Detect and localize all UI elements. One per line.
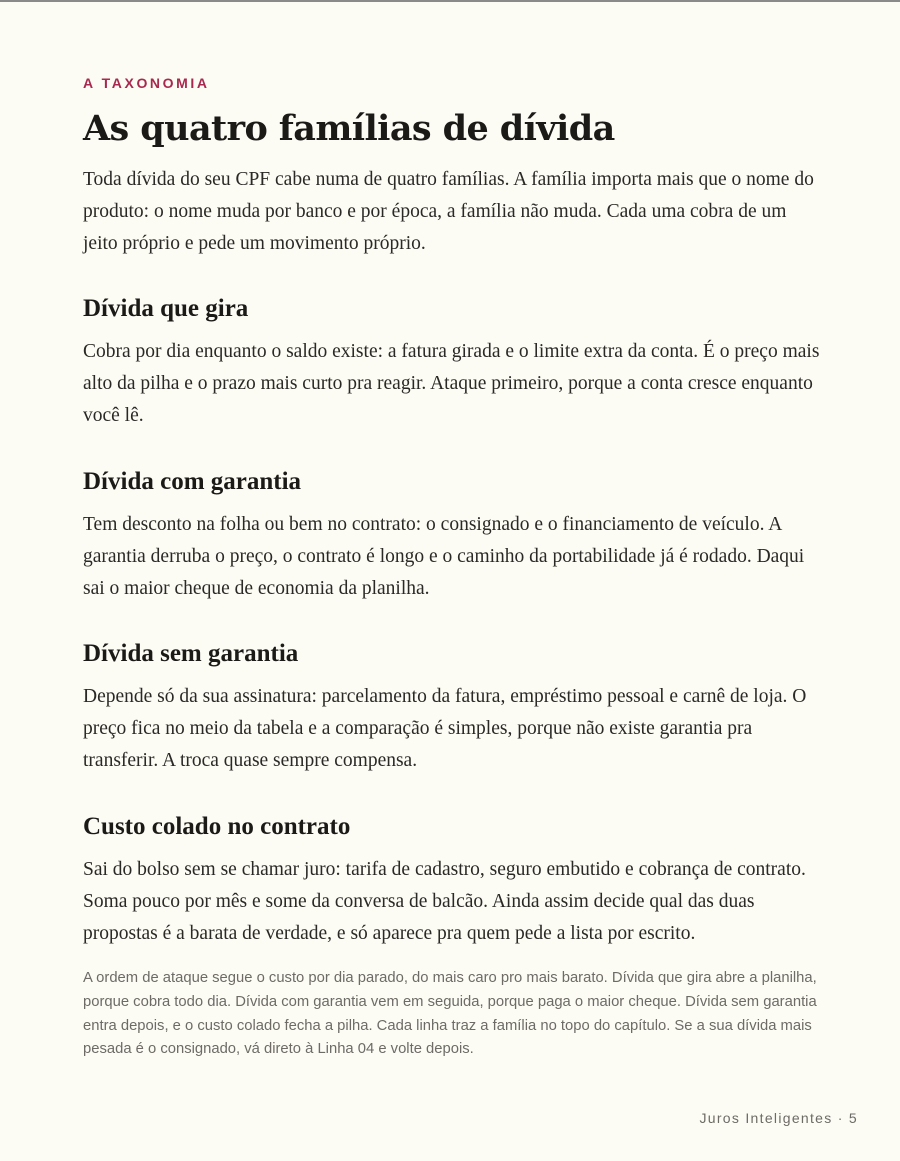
section-kicker: A TAXONOMIA (83, 75, 210, 91)
intro-paragraph: Toda dívida do seu CPF cabe numa de quatro famílias. A família importa mais que o nome do produto: o nome muda por banco e por época, a família não muda. Cada uma cobra de um jeito próprio e pede um movimento próprio. (83, 169, 814, 255)
section-heading-divida-sem-garantia: Dívida sem garantia (83, 640, 299, 667)
section-heading-divida-com-garantia: Dívida com garantia (83, 468, 302, 495)
section-body-divida-sem-garantia: Depende só da sua assinatura: parcelamento da fatura, empréstimo pessoal e carnê de loja. O preço fica no meio da tabela e a comparação é simples, porque não existe garantia pra transferir. A troca quase sempre compensa. (83, 686, 807, 772)
section-heading-divida-que-gira: Dívida que gira (83, 295, 249, 322)
page-footer: Juros Inteligentes · 5 (699, 1110, 858, 1126)
section-body-custo-colado: Sai do bolso sem se chamar juro: tarifa de cadastro, seguro embutido e cobrança de contrato. Soma pouco por mês e some da conversa de balcão. Ainda assim decide qual das duas propostas é a barata de verdade, e só aparece pra quem pede a lista por escrito. (83, 859, 806, 945)
section-heading-custo-colado: Custo colado no contrato (83, 813, 351, 840)
footnote-paragraph: A ordem de ataque segue o custo por dia parado, do mais caro pro mais barato. Dívida que gira abre a planilha, porque cobra todo dia. Dívida com garantia vem em seguida, porque paga o maior cheque. Dívida sem garantia entra depois, e o custo colado fecha a pilha. Cada linha traz a família no topo do capítulo. Se a sua dívida mais pesada é o consignado, vá direto à Linha 04 e volte depois. (83, 970, 817, 1058)
page-title: As quatro famílias de dívida (83, 108, 615, 149)
section-body-divida-com-garantia: Tem desconto na folha ou bem no contrato: o consignado e o financiamento de veículo. A garantia derruba o preço, o contrato é longo e o caminho da portabilidade já é rodado. Daqui sai o maior cheque de economia da planilha. (83, 514, 805, 600)
section-body-divida-que-gira: Cobra por dia enquanto o saldo existe: a fatura girada e o limite extra da conta. É o preço mais alto da pilha e o prazo mais curto pra reagir. Ataque primeiro, porque a conta cresce enquanto você lê. (83, 341, 820, 427)
